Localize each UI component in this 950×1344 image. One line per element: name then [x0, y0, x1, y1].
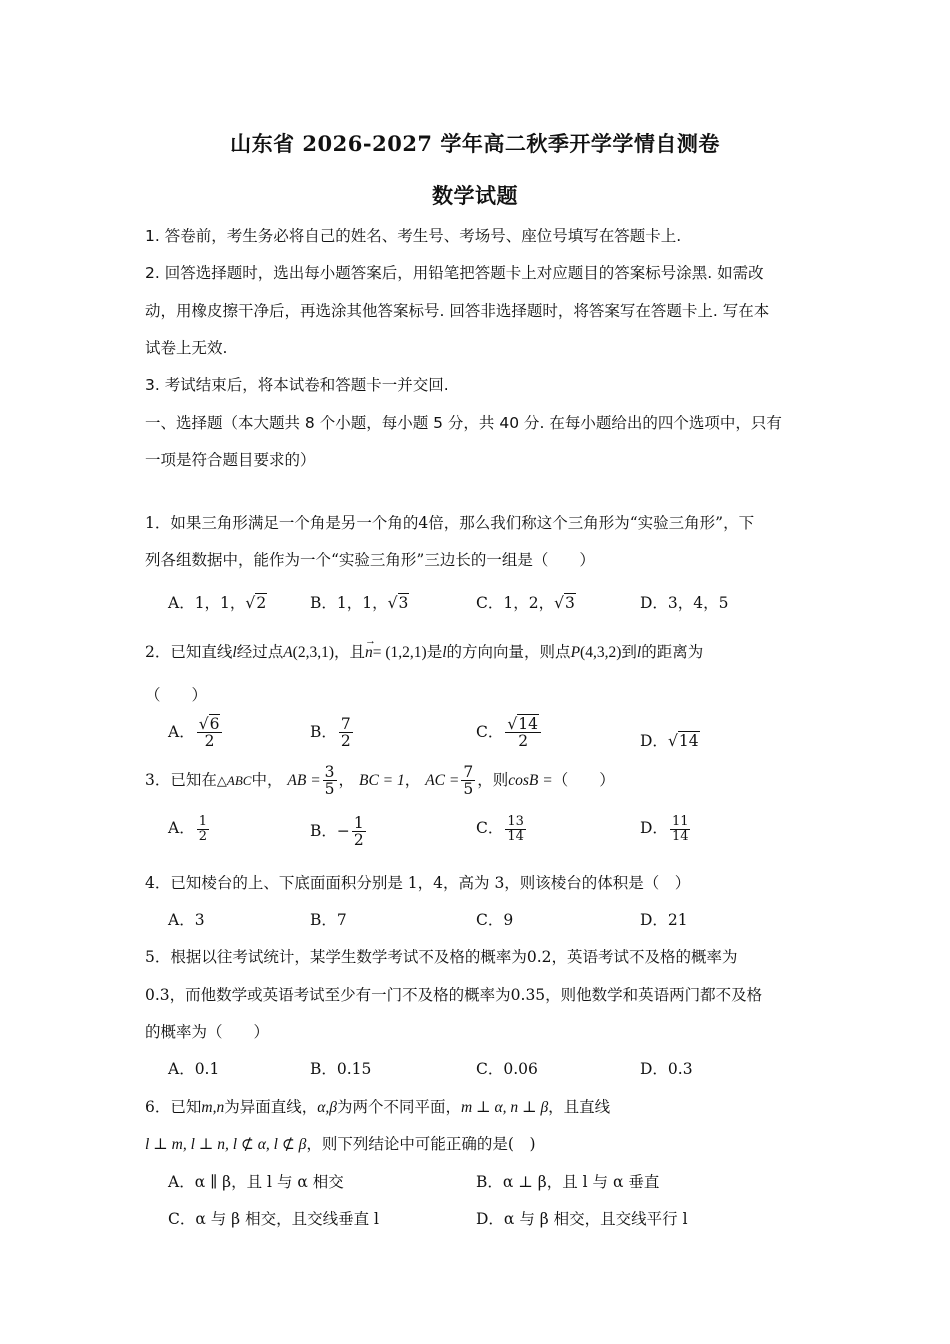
q6-option-c: C．α 与 β 相交，且交线垂直 l — [168, 1210, 379, 1228]
q1-option-d: D．3，4，5 — [640, 594, 729, 612]
q1-stem-line-2: 列各组数据中，能作为一个“实验三角形”三边长的一组是（ ） — [145, 551, 595, 569]
q5-option-b: B．0.15 — [310, 1060, 372, 1078]
instruction-3: 3. 考试结束后，将本试卷和答题卡一并交回. — [145, 376, 449, 394]
section-header-line-2: 一项是符合题目要求的） — [145, 451, 316, 469]
q6-stem-line-2: l ⊥ m, l ⊥ n, l ⊄ α, l ⊄ β，则下列结论中可能正确的是( ) — [145, 1135, 536, 1153]
sqrt-symbol: √3 — [387, 594, 409, 612]
page-subtitle: 数学试题 — [432, 183, 518, 208]
q4-option-a: A．3 — [168, 911, 205, 929]
q6-option-d: D．α 与 β 相交，且交线平行 l — [476, 1210, 688, 1228]
q4-option-d: D．21 — [640, 911, 688, 929]
q4-stem: 4．已知棱台的上、下底面面积分别是 1，4，高为 3，则该棱台的体积是（ ） — [145, 874, 691, 892]
q6-option-b: B．α ⊥ β，且 l 与 α 垂直 — [476, 1173, 660, 1191]
q2-option-d: D．√14 — [640, 732, 699, 750]
q5-option-c: C．0.06 — [476, 1060, 538, 1078]
q3-option-c: C． $\frac{13}{14}$ — [476, 814, 524, 844]
q2-option-a: A． $\frac{√6}{2}$ — [168, 716, 224, 750]
q3-stem: 3．已知在△ABC中， AB = $\frac{3}{5}$ ， BC = 1， AC = $\frac{7}{5}$ ，则cosB =（ ） — [145, 763, 615, 799]
q3-option-b: B．− $\frac{1}{2}$ — [310, 814, 364, 850]
q1-stem-line-1: 1．如果三角形满足一个角是另一个角的4倍，那么我们称这个三角形为“实验三角形”，下 — [145, 514, 755, 532]
q5-option-a: A．0.1 — [168, 1060, 220, 1078]
page-title: 山东省 2026-2027 学年高二秋季开学学情自测卷 — [230, 131, 720, 156]
q5-stem-line-2: 0.3，而他数学或英语考试至少有一门不及格的概率为0.35，则他数学和英语两门都不及格 — [145, 986, 763, 1004]
q4-option-c: C．9 — [476, 911, 514, 929]
q2-stem-line-2: （ ） — [145, 686, 208, 704]
q3-option-a: A． $\frac{1}{2}$ — [168, 814, 207, 844]
q2-stem-line-1: 2．已知直线l经过点A(2,3,1)，且n → = (1,2,1)是l的方向向量，则点P(4,3,2)到l的距离为 — [145, 635, 704, 661]
q1-option-b: B．1，1，√3 — [310, 594, 409, 612]
q5-stem-line-1: 5．根据以往考试统计，某学生数学考试不及格的概率为0.2，英语考试不及格的概率为 — [145, 948, 738, 966]
q6-stem-line-1: 6．已知m,n为异面直线，α,β为两个不同平面，m ⊥ α, n ⊥ β，且直线 — [145, 1098, 611, 1116]
q1-option-c: C．1，2，√3 — [476, 594, 575, 612]
sqrt-symbol: √2 — [245, 594, 267, 612]
instruction-2-line-2: 动，用橡皮擦干净后，再选涂其他答案标号. 回答非选择题时，将答案写在答题卡上. 写在本 — [145, 302, 770, 320]
section-header-line-1: 一、选择题（本大题共 8 个小题，每小题 5 分，共 40 分. 在每小题给出的四个选项中，只有 — [145, 414, 782, 432]
instruction-2-line-1: 2. 回答选择题时，选出每小题答案后，用铅笔把答题卡上对应题目的答案标号涂黑. 如需改 — [145, 264, 764, 282]
q5-stem-line-3: 的概率为（ ） — [145, 1023, 270, 1041]
instruction-1: 1. 答卷前，考生务必将自己的姓名、考生号、考场号、座位号填写在答题卡上. — [145, 227, 682, 245]
q3-option-d: D． $\frac{11}{14}$ — [640, 814, 689, 844]
q6-option-a: A．α ∥ β，且 l 与 α 相交 — [168, 1173, 344, 1191]
q2-option-b: B． $\frac{7}{2}$ — [310, 715, 351, 751]
sqrt-symbol: √3 — [554, 594, 575, 612]
q4-option-b: B．7 — [310, 911, 347, 929]
q2-option-c: C． $\frac{√14}{2}$ — [476, 716, 543, 750]
q1-option-a: A．1，1，√2 — [168, 594, 267, 612]
instruction-2-line-3: 试卷上无效. — [145, 339, 228, 357]
q5-option-d: D．0.3 — [640, 1060, 693, 1078]
